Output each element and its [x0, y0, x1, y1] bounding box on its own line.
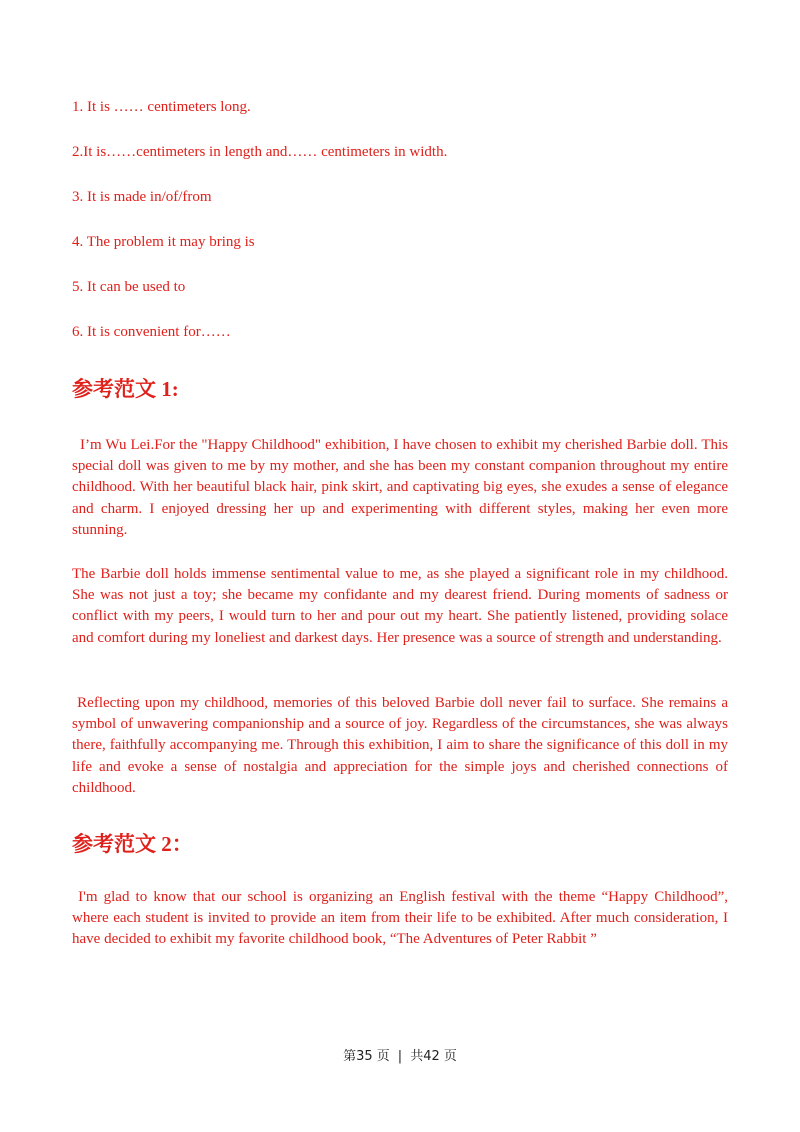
sentence-pattern-list: [72, 96, 728, 366]
list-item: 4. The problem it may bring is: [72, 234, 255, 250]
sample-essay-1-paragraph-1: I’m Wu Lei.For the "Happy Childhood" exhibition, I have chosen to exhibit my cherished Barbie doll. This special doll was given to me by my mother, and she has been my constant companion throughout my entire childhood. With her beautiful black hair, pink skirt, and captivating big eyes, she exudes a sense of elegance and charm. I enjoyed dressing her up and experimenting with different styles, making her even more stunning.: [72, 437, 728, 538]
total-page-count: 共42 页: [410, 1049, 457, 1064]
list-item: 1. It is …… centimeters long.: [72, 99, 251, 115]
sample-essay-1-paragraph-3: Reflecting upon my childhood, memories of this beloved Barbie doll never fail to surface. She remains a symbol of unwavering companionship and a source of joy. Regardless of the circumstances, she was always there, faithfully accompanying me. Through this exhibition, I aim to share the significance of this doll in my life and evoke a sense of nostalgia and appreciation for the simple joys and cherished connections of childhood.: [72, 695, 728, 796]
sample-essay-1-heading: 参考范文 1:: [72, 377, 179, 401]
list-item: 6. It is convenient for……: [72, 324, 231, 340]
list-item: 2.It is……centimeters in length and…… centimeters in width.: [72, 144, 448, 160]
list-item: 5. It can be used to: [72, 279, 186, 295]
footer-separator: |: [397, 1049, 403, 1064]
page-footer: [0, 1048, 800, 1066]
list-item: 3. It is made in/of/from: [72, 189, 212, 205]
sample-essay-1-paragraph-2: The Barbie doll holds immense sentimental value to me, as she played a significant role in my childhood. She was not just a toy; she became my confidante and my dearest friend. During moments of sadness or conflict with my peers, I would turn to her and pour out my heart. She patiently listened, providing solace and comfort during my loneliest and darkest days. Her presence was a source of strength and understanding.: [72, 566, 728, 646]
sample-essay-2-paragraph-1: I'm glad to know that our school is organizing an English festival with the theme “Happy Childhood”, where each student is invited to provide an item from their life to be exhibited. After much consideration, I have decided to exhibit my favorite childhood book, “The Adventures of Peter Rabbit ”: [72, 889, 728, 948]
sample-essay-2-heading: 参考范文 2：: [72, 832, 193, 856]
current-page-number: 第35 页: [343, 1049, 390, 1064]
